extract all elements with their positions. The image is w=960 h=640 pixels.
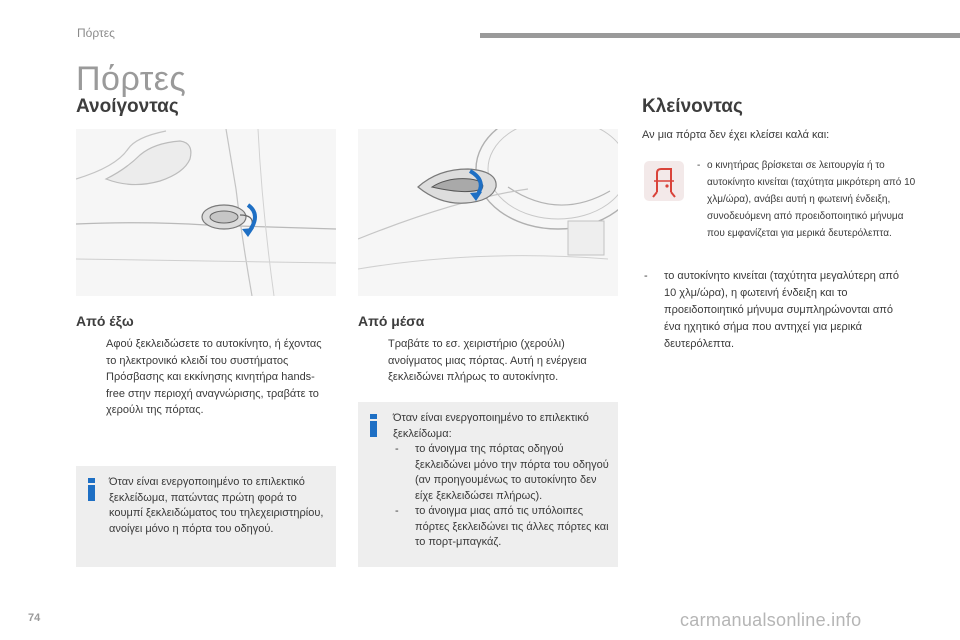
warning-light-description: ο κινητήρας βρίσκεται σε λειτουργία ή το αυτοκίνητο κινείται (ταχύτητα μικρότερη από 10 χλμ/ώρα), ανάβει αυτή η φωτεινή ένδειξη, συνοδευόμενη από προειδοποιητικό μήνυμα που εμφανίζεται για μερικά δευτερόλεπτα. (707, 160, 916, 239)
inside-instruction-text: Τραβάτε το εσ. χειριστήριο (χερούλι) ανοίγματος μιας πόρτας. Αυτή η ενέργεια ξεκλειδώνει πλήρως το αυτοκίνητο. (388, 338, 587, 383)
list-item: - το άνοιγμα της πόρτας οδηγού ξεκλειδώνει μόνο την πόρτα του οδηγού (αν προηγουμένως το αυτοκίνητο δεν είχε ξεκλειδώσει πλήρως). (393, 442, 611, 504)
list-item: - το άνοιγμα μιας από τις υπόλοιπες πόρτες ξεκλειδώνει τις άλλες πόρτες και το πορτ-μπαγκάζ. (393, 504, 611, 551)
inside-info-list (393, 442, 611, 551)
inside-info-intro: Όταν είναι ενεργοποιημένο το επιλεκτικό ξεκλείδωμα: (393, 412, 589, 440)
outside-info-box (76, 466, 336, 567)
info-icon (88, 478, 96, 501)
watermark: carmanualsonline.info (680, 610, 862, 630)
closing-list (642, 268, 912, 353)
outside-instruction (84, 336, 332, 419)
inside-info-box (358, 402, 618, 567)
closing-heading: Κλείνοντας (642, 96, 743, 117)
outside-instruction-text: Αφού ξεκλειδώσετε το αυτοκίνητο, ή έχοντας το ηλεκτρονικό κλειδί του συστήματος Πρόσβασης και εκκίνησης κινητήρα hands-free στην περιοχή αναγνώρισης, τραβάτε το χερούλι της πόρτας. (106, 338, 322, 416)
moving-warning (642, 268, 912, 353)
outside-heading: Από έξω (76, 313, 134, 329)
inside-instruction (366, 336, 614, 386)
list-item: - το αυτοκίνητο κινείται (ταχύτητα μεγαλύτερη από 10 χλμ/ώρα), η φωτεινή ένδειξη και το προειδοποιητικό μήνυμα συμπληρώνονται από ένα ηχητικό σήμα που αντηχεί για μερικά δευτερόλεπτα. (642, 268, 912, 353)
page-title: Πόρτες (76, 60, 187, 98)
running-header: Πόρτες (77, 26, 115, 40)
inside-info-text (393, 411, 611, 551)
header-rule (480, 33, 960, 38)
warning-light-text: - ο κινητήρας βρίσκεται σε λειτουργία ή το αυτοκίνητο κινείται (ταχύτητα μικρότερη από 10 χλμ/ώρα), ανάβει αυτή η φωτεινή ένδειξη, συνοδευόμενη από προειδοποιητικό μήνυμα που εμφανίζεται για μερικά δευτερόλεπτα. (697, 160, 916, 239)
inside-handle-illustration (358, 129, 618, 296)
info-icon (370, 414, 378, 437)
outside-info-text: Όταν είναι ενεργοποιημένο το επιλεκτικό ξεκλείδωμα, πατώντας πρώτη φορά το κουμπί ξεκλειδώματος του τηλεχειριστηρίου, ανοίγει μόνο η πόρτα του οδηγού. (109, 476, 324, 535)
inside-heading: Από μέσα (358, 313, 425, 329)
opening-heading: Ανοίγοντας (76, 96, 179, 117)
outside-handle-illustration (76, 129, 336, 296)
page-number: 74 (28, 612, 41, 624)
closing-intro: Αν μια πόρτα δεν έχει κλείσει καλά και: (642, 129, 830, 141)
open-door-warning-icon (644, 161, 684, 201)
